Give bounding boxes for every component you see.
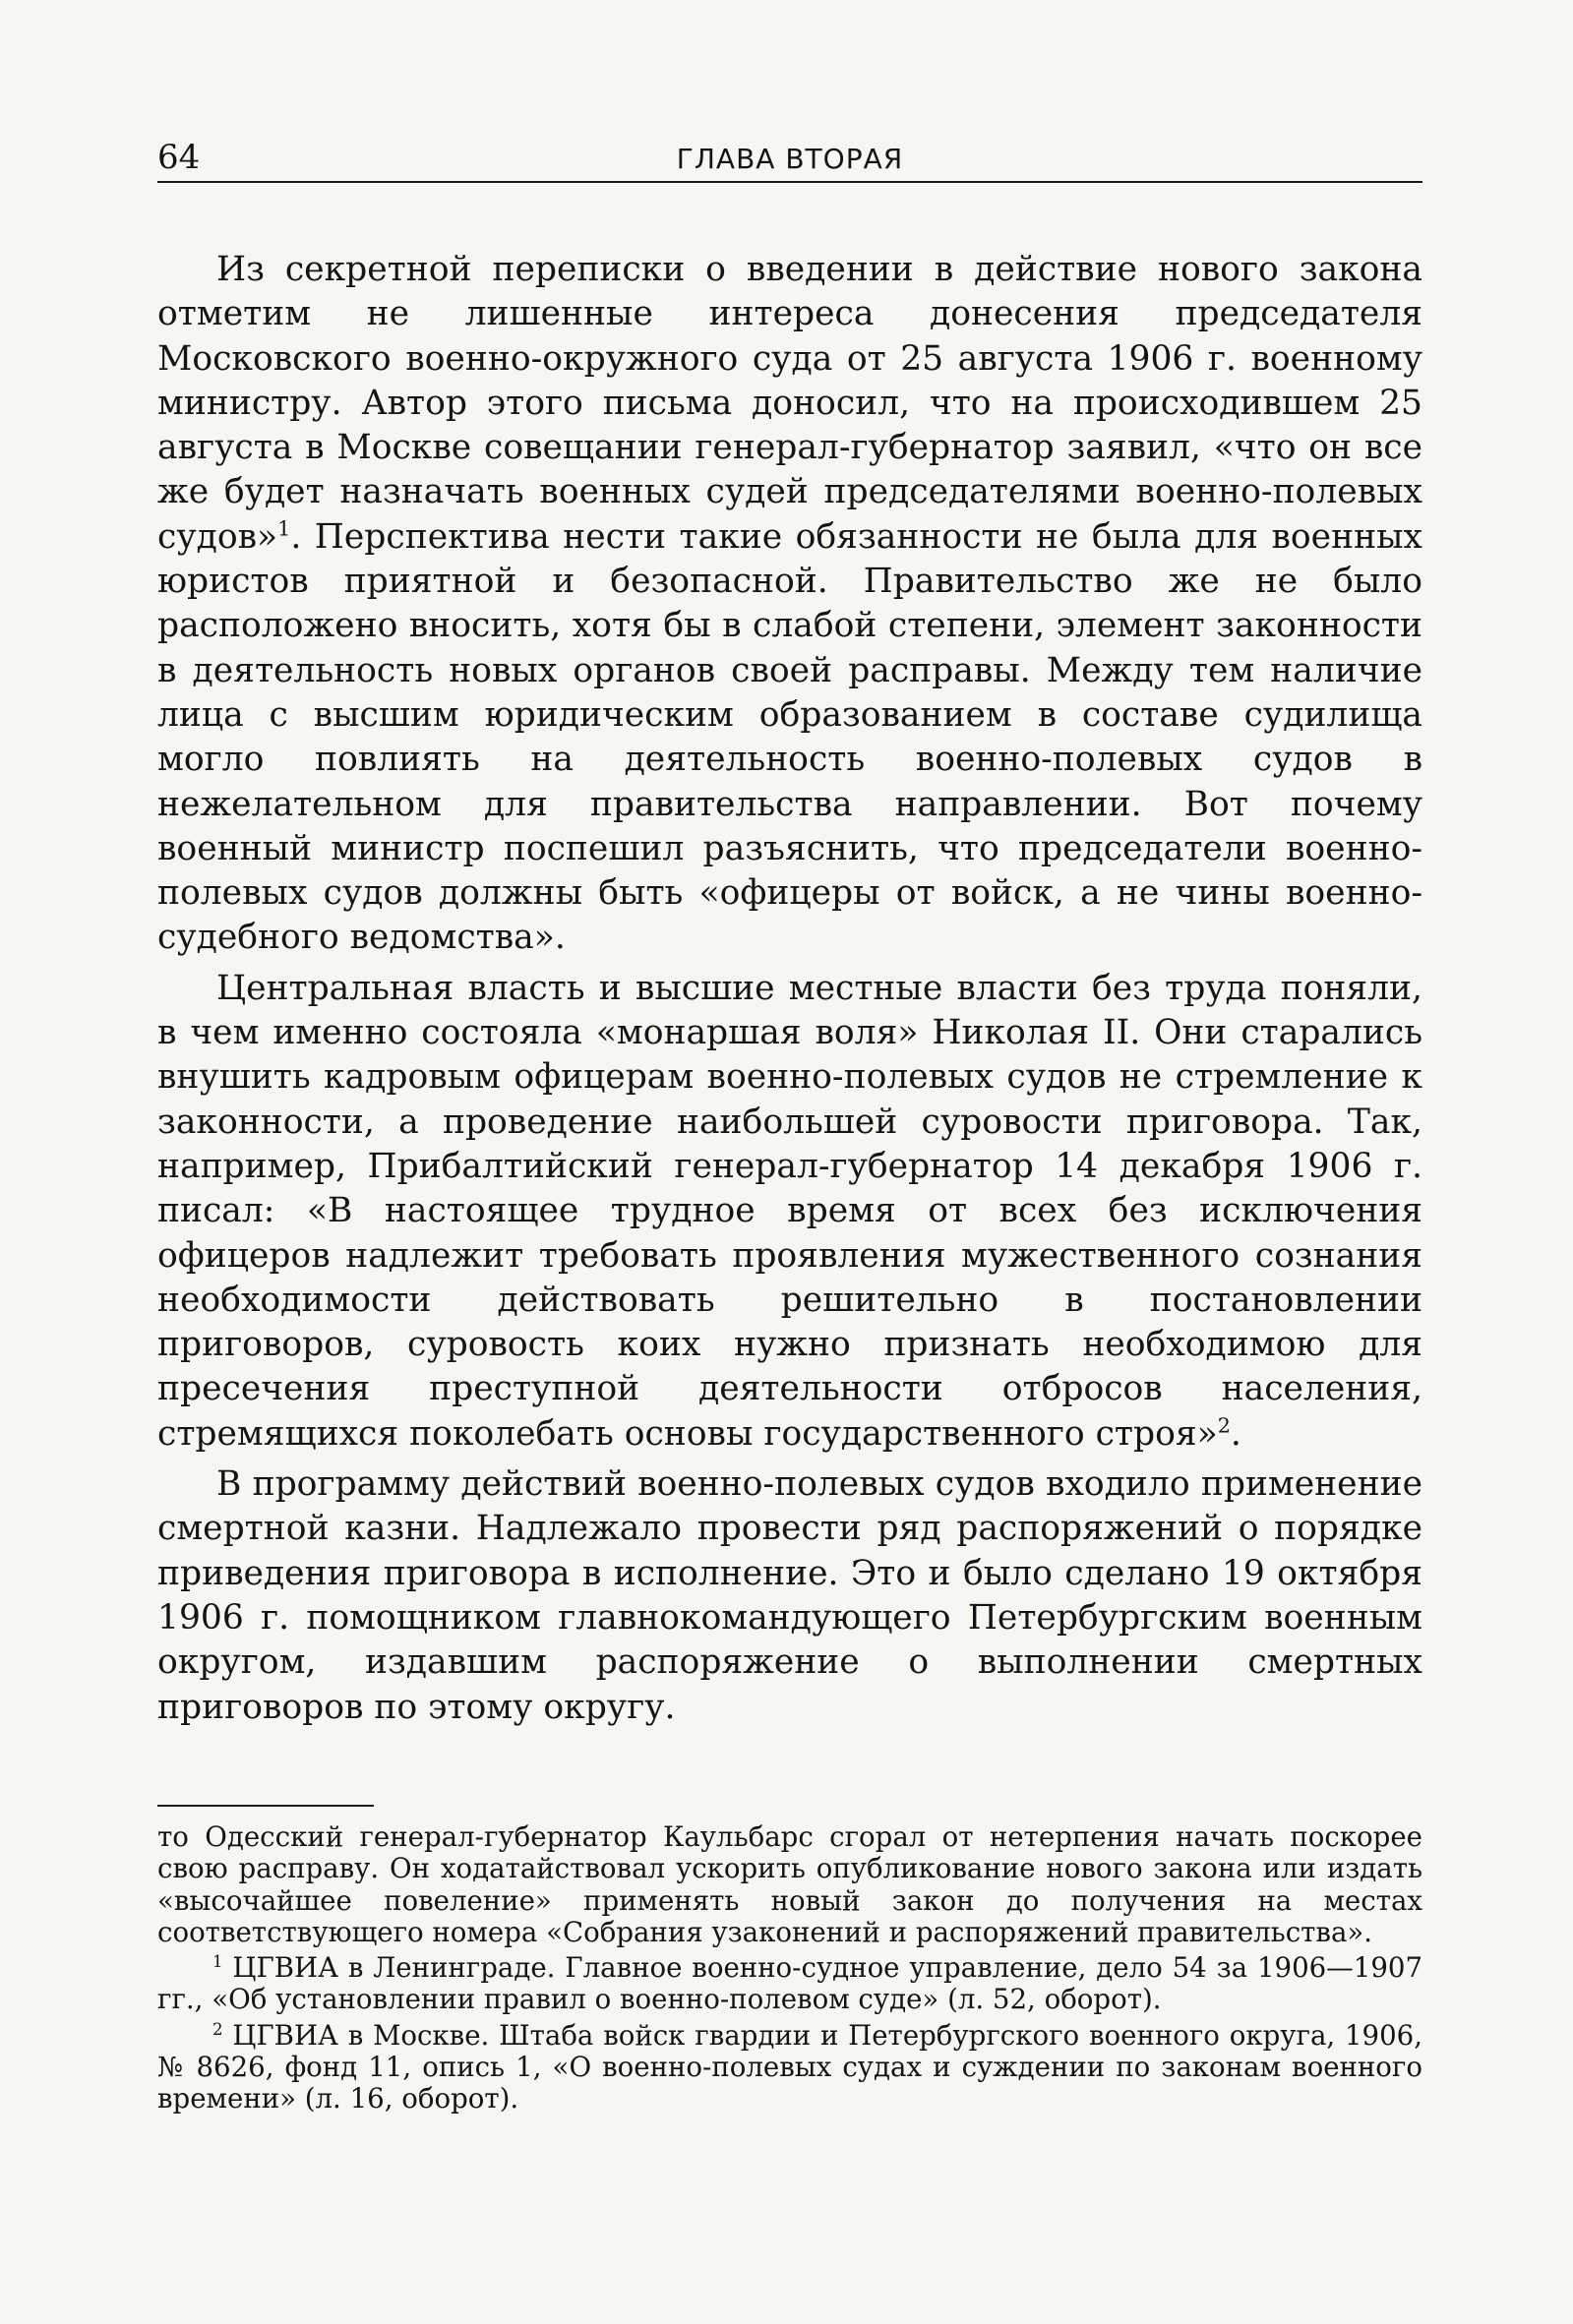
footnote-text: ЦГВИА в Ленинграде. Главное военно-судное управление, дело 54 за 1906—1907 гг., «Об установлении правил о военно-полевом суде» (л. 52, оборот). — [157, 1951, 1422, 2016]
footnote-ref-2: 2 — [1217, 1413, 1231, 1438]
page-header — [157, 138, 1422, 183]
footnotes — [157, 1821, 1422, 2119]
paragraph-2 — [157, 967, 1422, 1457]
footnote-ref-1: 1 — [277, 516, 291, 541]
page-number: 64 — [157, 138, 201, 177]
footnote-marker: 1 — [212, 1952, 223, 1971]
footnote-text: ЦГВИА в Москве. Штаба войск гвардии и Петербургского военного округа, 1906, № 8626, фонд 11, опись 1, «О военно-полевых судах и суждении по законам военного времени» (л. 16, оборот). — [157, 2018, 1422, 2115]
paragraph-text-cont: . Перспектива нести такие обязанности не была для военных юристов приятной и безопасной. Правительство же не было расположено вносить, хотя бы в слабой степени, элемент законности в деятельность новых органов своей расправы. Между тем наличие лица с высшим юридическим образованием в составе судилища могло повлиять на деятельность военно-полевых судов в нежелательном для правительства направлении. Вот почему военный министр поспешил разъяснить, что председатели военно-полевых судов должны быть «офицеры от войск, а не чины военно-судебного ведомства». — [157, 516, 1422, 958]
paragraph-1 — [157, 248, 1422, 961]
footnote-1 — [157, 1952, 1422, 2016]
paragraph-text: Из секретной переписки о введении в действие нового закона отметим не лишенные интереса донесения председателя Московского военно-окружного суда от 25 августа 1906 г. военному министру. Автор этого письма доносил, что на происходившем 25 августа в Москве совещании генерал-губернатор заявил, «что он все же будет назначать военных судей председателями военно-полевых судов» — [157, 250, 1422, 557]
paragraph-text-cont: . — [1230, 1413, 1241, 1454]
footnote-separator — [157, 1805, 374, 1807]
paragraph-text: Центральная власть и высшие местные власти без труда поняли, в чем именно состояла «монаршая воля» Николая II. Они старались внушить кадровым офицерам военно-полевых судов не стремление к законности, а проведение наибольшей суровости приговора. Так, например, Прибалтийский генерал-губернатор 14 декабря 1906 г. писал: «В настоящее трудное время от всех без исключения офицеров надлежит требовать проявления мужественного сознания необходимости действовать решительно в постановлении приговоров, суровость коих нужно признать необходимою для пресечения преступной деятельности отбросов населения, стремящихся поколебать основы государственного строя» — [157, 968, 1422, 1454]
footnote-continuation: то Одесский генерал-губернатор Каульбарс сгорал от нетерпения начать поскорее свою расправу. Он ходатайствовал ускорить опубликование нового закона или издать «высочайшее повеление» применять новый закон до получения на местах соответствующего номера «Собрания узаконений и распоряжений правительства». — [157, 1820, 1422, 1948]
footnote-marker: 2 — [212, 2019, 223, 2039]
footnote-2 — [157, 2020, 1422, 2115]
paragraph-3 — [157, 1462, 1422, 1730]
main-text — [157, 248, 1422, 1736]
running-title: ГЛАВА ВТОРАЯ — [676, 143, 904, 175]
paragraph-text: В программу действий военно-полевых судов входило применение смертной казни. Надлежало провести ряд распоряжений о порядке приведения приговора в исполнение. Это и было сделано 19 октября 1906 г. помощником главнокомандующего Петербургским военным округом, издавшим распоряжение о выполнении смертных приговоров по этому округу. — [157, 1464, 1422, 1727]
